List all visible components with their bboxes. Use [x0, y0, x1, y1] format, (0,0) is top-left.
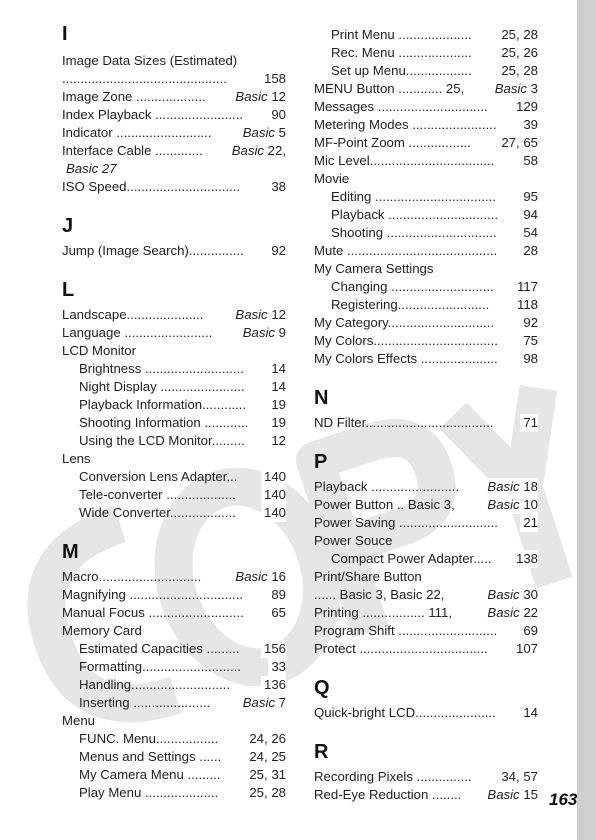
index-entry-text: Print Menu .................... — [331, 27, 472, 42]
index-subentry — [79, 432, 286, 450]
index-page-ref: 158 — [261, 70, 286, 88]
index-entry-text: My Colors.................................. — [314, 333, 498, 348]
index-page-ref: 98 — [520, 350, 538, 368]
index-subentry — [79, 468, 286, 486]
index-entry — [62, 160, 286, 178]
index-entry — [314, 80, 538, 98]
index-page-ref: 156 — [261, 640, 286, 658]
index-section-letter: J — [62, 215, 74, 237]
index-subentry — [331, 44, 538, 62]
index-entry — [62, 242, 286, 260]
index-entry-text: Language ........................ — [62, 325, 213, 340]
index-page-ref: 58 — [520, 152, 538, 170]
index-page-ref: Basic 16 — [232, 568, 286, 586]
index-page-ref: 12 — [268, 432, 286, 450]
index-entry-text: Magnifying ............................... — [62, 587, 244, 602]
index-page-ref: 138 — [513, 550, 538, 568]
index-entry — [62, 712, 286, 730]
index-entry — [314, 152, 538, 170]
index-entry — [62, 450, 286, 468]
index-subentry — [331, 296, 538, 314]
index-page-ref: 89 — [268, 586, 286, 604]
index-entry-text: My Camera Menu ......... — [79, 767, 221, 782]
index-entry — [314, 414, 538, 432]
index-page-ref: 27, 65 — [498, 134, 538, 152]
index-entry — [314, 350, 538, 368]
index-subentry — [331, 550, 538, 568]
index-entry-text: MENU Button ............ 25, — [314, 81, 465, 96]
index-page-ref: Basic 30 — [484, 586, 538, 604]
index-entry — [62, 124, 286, 142]
index-entry-text: My Category............................. — [314, 315, 495, 330]
index-section-letter: Q — [314, 677, 330, 699]
index-page-ref: 92 — [268, 242, 286, 260]
index-subentry — [331, 188, 538, 206]
index-page-ref: 25, 26 — [498, 44, 538, 62]
index-page-ref: 39 — [520, 116, 538, 134]
index-entry — [314, 170, 538, 188]
index-entry-text: My Colors Effects ..................... — [314, 351, 498, 366]
index-page-ref: 25, 28 — [246, 784, 286, 802]
index-section-letter: M — [62, 541, 79, 563]
index-page-ref: 19 — [268, 396, 286, 414]
index-entry-text: Wide Converter.................. — [79, 505, 236, 520]
index-entry — [62, 622, 286, 640]
index-subentry — [79, 640, 286, 658]
index-entry-text: Compact Power Adapter..... — [331, 551, 492, 566]
index-page-ref: Basic 22 — [484, 604, 538, 622]
index-entry-text: Playback .............................. — [331, 207, 499, 222]
index-page-ref: 28 — [520, 242, 538, 260]
index-entry-text: Landscape..................... — [62, 307, 204, 322]
index-page-ref: 21 — [520, 514, 538, 532]
index-page-ref: 95 — [520, 188, 538, 206]
index-entry-text: Formatting........................... — [79, 659, 241, 674]
index-page-ref: Basic 12 — [232, 88, 286, 106]
page-edge-tab — [577, 0, 596, 840]
index-entry-text: Interface Cable ............. — [62, 143, 203, 158]
index-page-ref: 92 — [520, 314, 538, 332]
index-entry-text: Set up Menu.................. — [331, 63, 472, 78]
index-entry-text: Changing ............................ — [331, 279, 494, 294]
index-entry-text: Estimated Capacities ......... — [79, 641, 240, 656]
index-subentry — [79, 730, 286, 748]
index-page-ref: 65 — [268, 604, 286, 622]
index-page-ref: Basic 7 — [240, 694, 286, 712]
index-subentry — [79, 658, 286, 676]
index-entry — [62, 568, 286, 586]
index-entry-text: Macro............................ — [62, 569, 202, 584]
index-entry — [314, 768, 538, 786]
index-entry — [62, 88, 286, 106]
index-subentry — [79, 766, 286, 784]
index-page-ref: 25, 28 — [498, 26, 538, 44]
index-entry — [62, 70, 286, 88]
index-page-ref: 140 — [261, 504, 286, 522]
index-page-ref: 107 — [513, 640, 538, 658]
index-page-ref: 19 — [268, 414, 286, 432]
index-page-ref: 90 — [268, 106, 286, 124]
index-page-ref: 118 — [514, 296, 538, 314]
index-entry — [314, 586, 538, 604]
index-entry-text: Shooting Information ............ — [79, 415, 249, 430]
index-page-ref: Basic 5 — [240, 124, 286, 142]
index-entry — [314, 242, 538, 260]
index-section-letter: I — [62, 23, 68, 45]
index-entry-text: Handling........................... — [79, 677, 230, 692]
index-entry-text: Red-Eye Reduction ........ — [314, 787, 462, 802]
index-entry-text: Registering......................... — [331, 297, 490, 312]
index-entry-text: Indicator .......................... — [62, 125, 212, 140]
index-entry-text: Protect ................................... — [314, 641, 488, 656]
index-entry — [62, 142, 286, 160]
index-section-letter: R — [314, 741, 329, 763]
index-entry-text: Rec. Menu .................... — [331, 45, 472, 60]
index-entry — [314, 332, 538, 350]
index-entry — [314, 604, 538, 622]
index-entry-text: Mute ......................................... — [314, 243, 498, 258]
index-entry — [314, 98, 538, 116]
index-page-ref: 129 — [513, 98, 538, 116]
index-page-ref: Basic 9 — [240, 324, 286, 342]
index-entry — [62, 324, 286, 342]
index-entry-text: Manual Focus .......................... — [62, 605, 244, 620]
index-page-ref: 71 — [520, 414, 538, 432]
index-page-ref: 140 — [261, 468, 286, 486]
index-page-ref: Basic 12 — [232, 306, 286, 324]
index-entry-text: Power Saving ........................... — [314, 515, 498, 530]
index-page-ref: 25, 31 — [246, 766, 286, 784]
index-section-letter: P — [314, 451, 328, 473]
index-page-ref: 117 — [514, 278, 538, 296]
index-entry-text: Index Playback ........................ — [62, 107, 244, 122]
index-entry-text: Lens — [62, 451, 91, 466]
index-page-ref: Basic 27 — [66, 161, 117, 176]
index-entry-text: FUNC. Menu................. — [79, 731, 219, 746]
index-entry-text: ISO Speed............................... — [62, 179, 241, 194]
index-page-ref: 25, 28 — [498, 62, 538, 80]
index-page-ref: 24, 26 — [246, 730, 286, 748]
index-entry-text: ............................................. — [62, 71, 227, 86]
index-entry-text: MF-Point Zoom ................. — [314, 135, 471, 150]
index-entry-text: Program Shift ........................... — [314, 623, 498, 638]
index-subentry — [79, 486, 286, 504]
index-section-letter: N — [314, 387, 329, 409]
index-subentry — [331, 278, 538, 296]
index-entry — [62, 106, 286, 124]
index-section-letter: L — [62, 279, 75, 301]
index-entry — [314, 260, 538, 278]
index-entry-text: Using the LCD Monitor......... — [79, 433, 245, 448]
index-page-ref: 140 — [261, 486, 286, 504]
index-entry-text: Brightness ........................... — [79, 361, 244, 376]
index-entry — [314, 116, 538, 134]
index-entry — [62, 306, 286, 324]
index-entry-text: Editing ................................. — [331, 189, 496, 204]
index-subentry — [79, 748, 286, 766]
index-entry-text: Messages .............................. — [314, 99, 488, 114]
index-page-ref: 14 — [268, 378, 286, 396]
index-page-ref: 94 — [520, 206, 538, 224]
index-entry — [62, 586, 286, 604]
index-entry — [62, 178, 286, 196]
index-entry-text: Playback Information............ — [79, 397, 247, 412]
index-subentry — [79, 414, 286, 432]
index-page-ref: 24, 25 — [246, 748, 286, 766]
index-page-ref: 38 — [268, 178, 286, 196]
index-entry — [62, 52, 286, 70]
index-entry-text: Night Display ....................... — [79, 379, 245, 394]
index-entry-text: Image Data Sizes (Estimated) — [62, 53, 238, 68]
index-entry — [62, 342, 286, 360]
index-subentry — [331, 206, 538, 224]
index-page-ref: Basic 18 — [484, 478, 538, 496]
index-page-ref: 33 — [268, 658, 286, 676]
index-entry — [314, 134, 538, 152]
index-entry-text: Playback ........................ — [314, 479, 460, 494]
index-page-ref: Basic 3 — [492, 80, 538, 98]
index-page-ref: Basic 15 — [484, 786, 538, 804]
index-entry-text: Recording Pixels ............... — [314, 769, 472, 784]
index-entry-text: Menu — [62, 713, 95, 728]
index-entry-text: ...... Basic 3, Basic 22, — [314, 587, 445, 602]
index-entry-text: Memory Card — [62, 623, 142, 638]
index-page-ref: 75 — [520, 332, 538, 350]
index-entry-text: Image Zone ................... — [62, 89, 206, 104]
index-page-ref: 136 — [261, 676, 286, 694]
index-entry-text: Shooting .............................. — [331, 225, 497, 240]
index-entry — [314, 478, 538, 496]
index-entry — [314, 622, 538, 640]
index-entry-text: Power Souce — [314, 533, 393, 548]
index-entry-text: Menus and Settings ...... — [79, 749, 222, 764]
index-subentry — [79, 378, 286, 396]
index-entry-text: Mic Level.................................. — [314, 153, 495, 168]
index-subentry — [79, 676, 286, 694]
index-entry — [62, 604, 286, 622]
index-entry-text: ND Filter................................... — [314, 415, 494, 430]
index-entry — [314, 568, 538, 586]
index-page-ref: 14 — [268, 360, 286, 378]
index-entry-text: Power Button .. Basic 3, — [314, 497, 455, 512]
index-entry — [314, 314, 538, 332]
index-entry-text: Play Menu .................... — [79, 785, 219, 800]
index-entry-text: My Camera Settings — [314, 261, 434, 276]
index-entry-text: Movie — [314, 171, 350, 186]
page-number: 163 — [549, 790, 578, 809]
index-subentry — [79, 396, 286, 414]
index-subentry — [331, 62, 538, 80]
index-subentry — [79, 784, 286, 802]
index-entry-text: LCD Monitor — [62, 343, 137, 358]
index-entry — [314, 532, 538, 550]
index-subentry — [79, 360, 286, 378]
index-page-ref: 54 — [520, 224, 538, 242]
index-entry — [314, 786, 538, 804]
index-page-ref: Basic 22, — [229, 142, 286, 160]
index-subentry — [79, 694, 286, 712]
index-entry-text: Metering Modes ....................... — [314, 117, 497, 132]
index-subentry — [331, 26, 538, 44]
index-entry — [314, 496, 538, 514]
index-page-ref: 69 — [520, 622, 538, 640]
index-entry-text: Print/Share Button — [314, 569, 422, 584]
index-entry-text: Printing ................. 111, — [314, 605, 453, 620]
index-subentry — [79, 504, 286, 522]
index-page-ref: 14 — [520, 704, 538, 722]
index-page-ref: Basic 10 — [484, 496, 538, 514]
index-entry — [314, 640, 538, 658]
index-entry-text: Jump (Image Search)............... — [62, 243, 244, 258]
index-entry-text: Tele-converter ................... — [79, 487, 236, 502]
index-entry — [314, 704, 538, 722]
index-entry-text: Quick-bright LCD...................... — [314, 705, 496, 720]
index-page-ref: 34, 57 — [498, 768, 538, 786]
index-entry — [314, 514, 538, 532]
index-subentry — [331, 224, 538, 242]
index-entry-text: Inserting ..................... — [79, 695, 211, 710]
index-entry-text: Conversion Lens Adapter... — [79, 469, 238, 484]
